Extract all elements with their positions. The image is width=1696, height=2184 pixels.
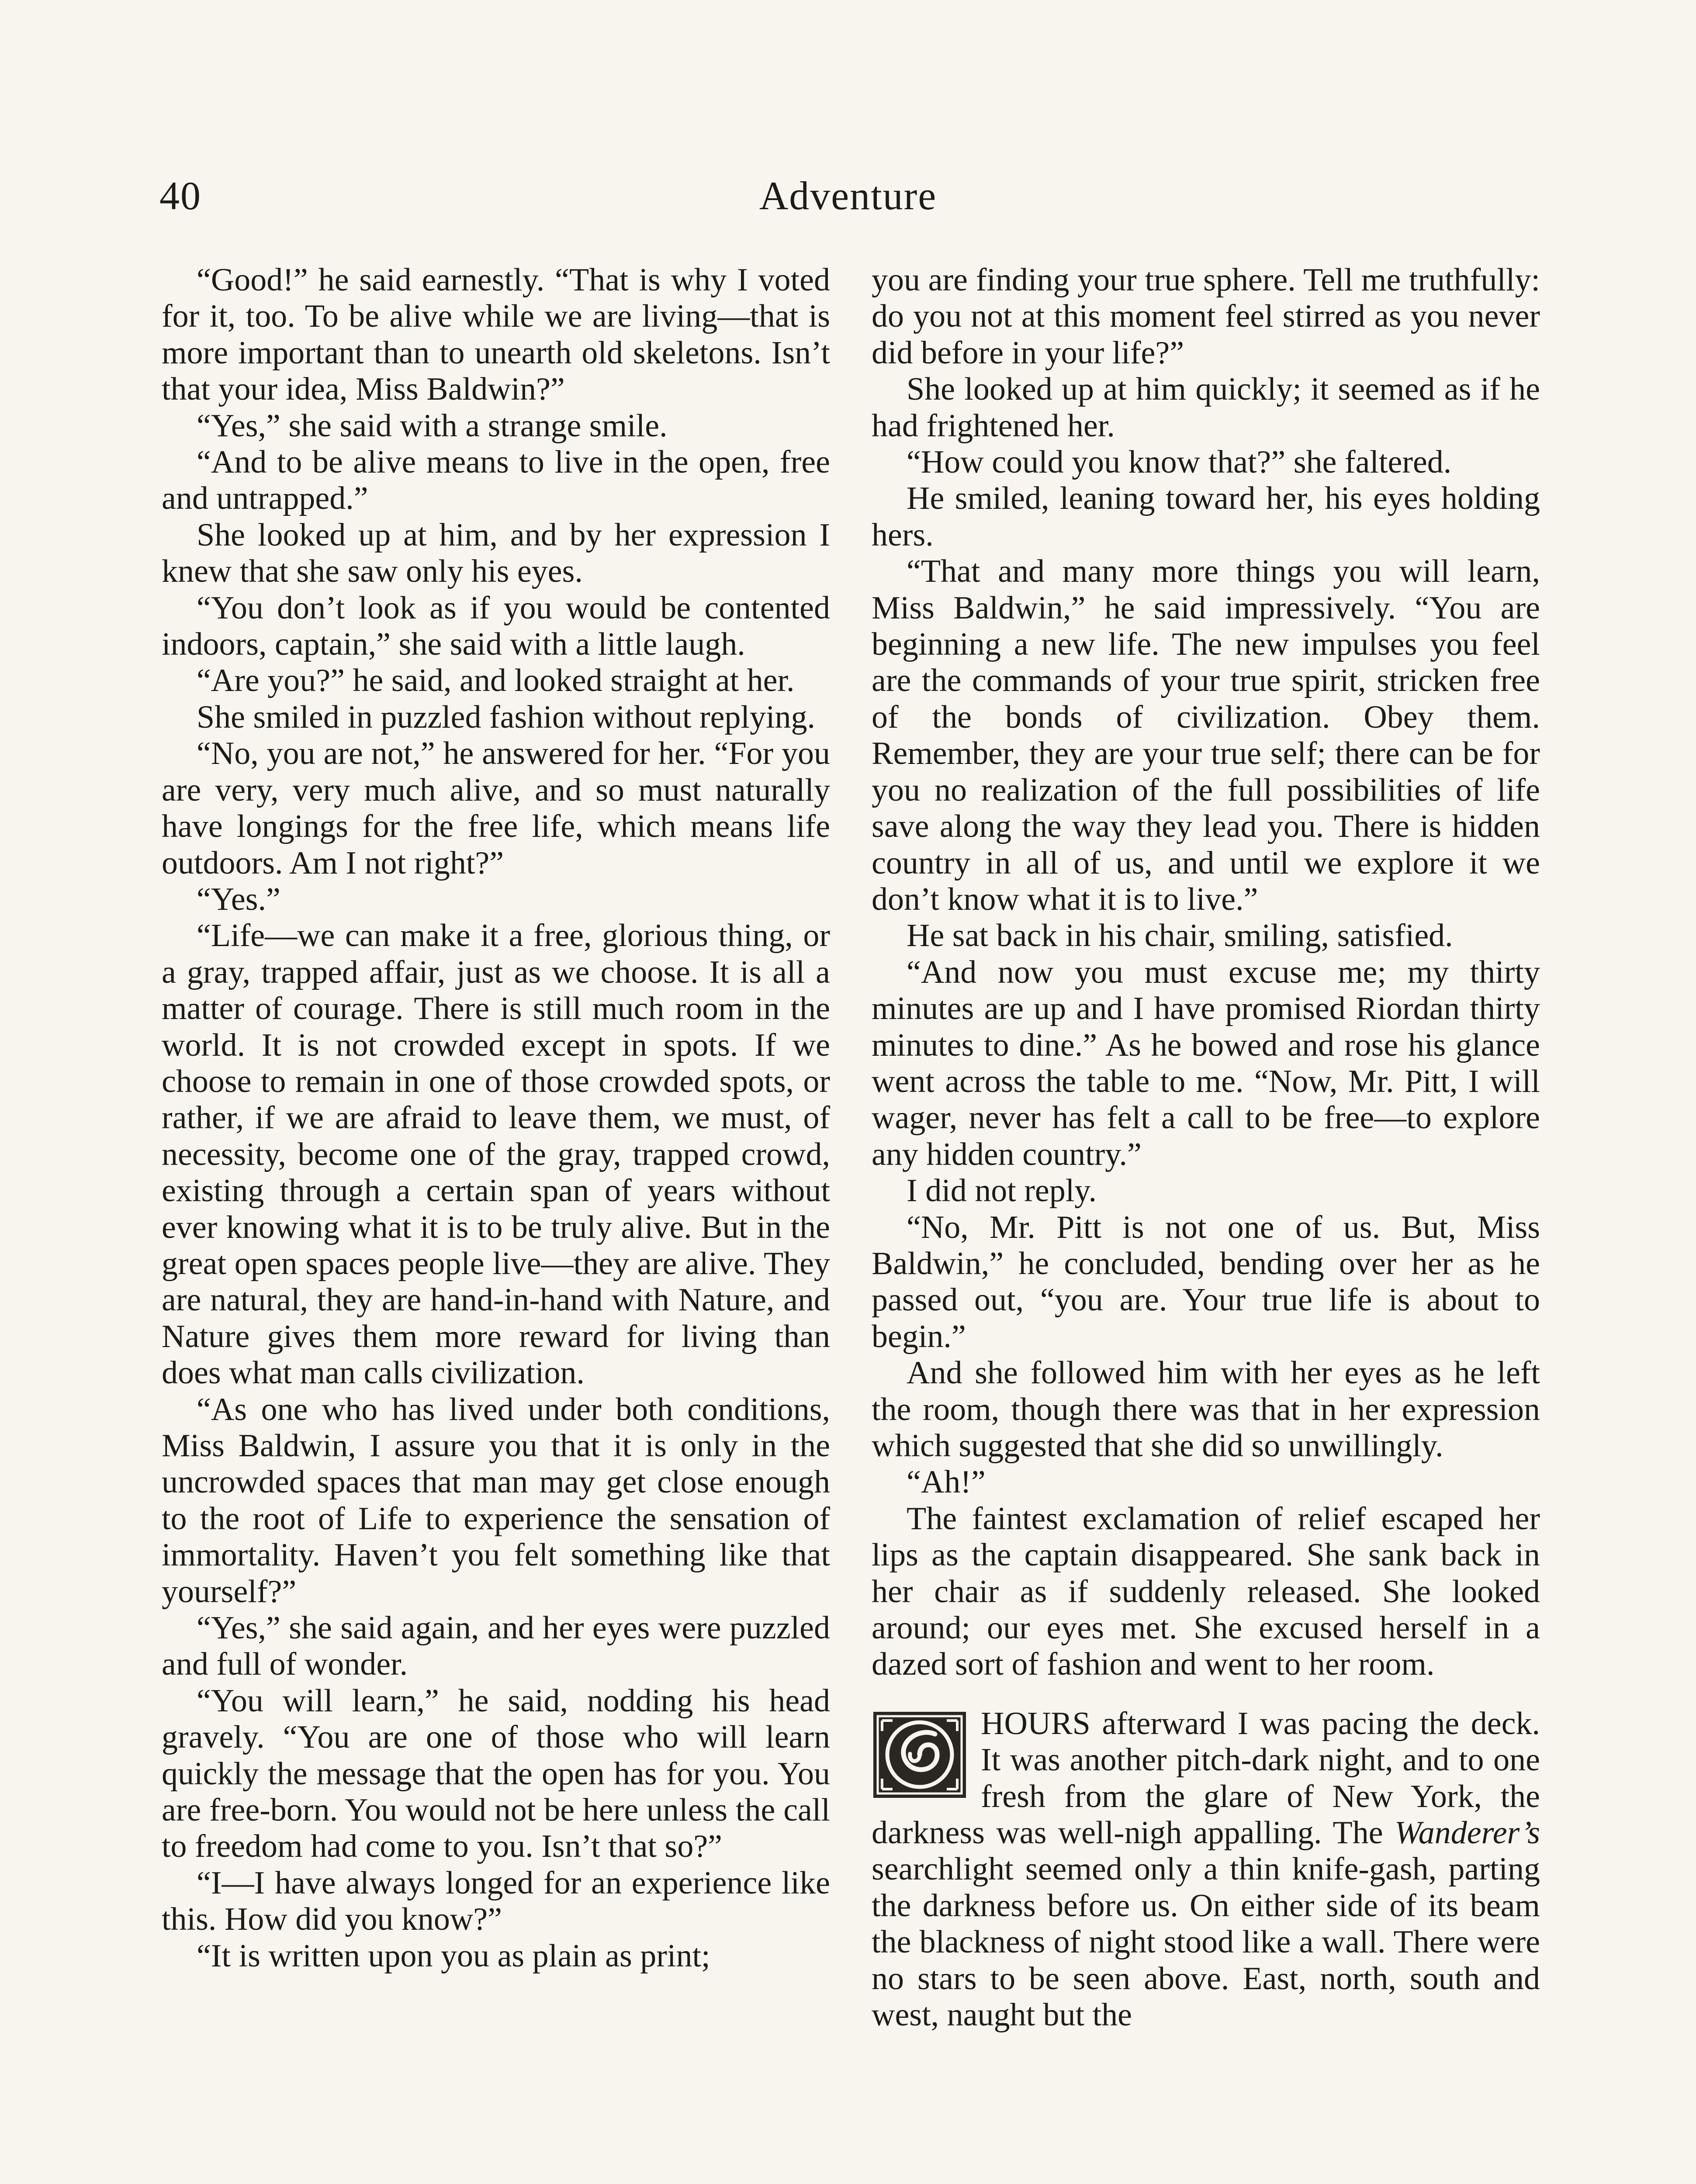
paragraph: “No, Mr. Pitt is not one of us. But, Miss Baldwin,” he concluded, bending over her as he passed out, “you are. Your true life is about to begin.” [872,1209,1540,1355]
page-number: 40 [159,173,201,218]
paragraph: “It is written upon you as plain as print; [197,1938,710,1974]
paragraph: The faintest exclamation of relief escaped her lips as the captain disappeared. She sank back in her chair as if suddenly released. She looked around; our eyes met. She excused herself in a dazed sort of fashion and went to her room. [872,1500,1540,1683]
section-text: afterward I was pacing the deck. It was another pitch-dark night, and to one fresh from the glare of New York, the darkness was well-nigh appalling. The [872,1705,1540,1851]
paragraph: “That and many more things you will learn, Miss Baldwin,” he said impressively. “You are beginning a new life. The new impulses you feel are the commands of your true spirit, stricken free of the bonds of civilization. Obey them. Remember, they are your true self; there can be for you no realization of the full possibilities of life save along the way they lead you. There is hidden country in all of us, and until we explore it we don’t know what it is to live.” [872,553,1540,917]
paragraph: She looked up at him quickly; it seemed as if he had frightened her. [872,371,1540,444]
paragraph: “I—I have always longed for an experience like this. How did you know?” [162,1865,830,1938]
paragraph: “You don’t look as if you would be contented indoors, captain,” she said with a little laugh. [162,590,830,663]
paragraph: “Good!” he said earnestly. “That is why I voted for it, too. To be alive while we are living—that is more important than to unearth old skeletons. Isn’t that your idea, Miss Baldwin?” [162,262,830,408]
section-text: searchlight seemed only a thin knife-gash, parting the darkness before us. On either side of its beam the blackness of night stood like a wall. There were no stars to be seen above. East, north, south and west, naught but the [872,1851,1540,2033]
right-column [872,262,1540,2034]
paragraph: She looked up at him, and by her expression I knew that she saw only his eyes. [162,517,830,590]
paragraph: “How could you know that?” she faltered. [907,444,1452,480]
left-column [162,262,830,1974]
paragraph: She smiled in puzzled fashion without replying. [197,699,816,735]
paragraph: “And now you must excuse me; my thirty minutes are up and I have promised Riordan thirty minutes to dine.” As he bowed and rose his glance went across the table to me. “Now, Mr. Pitt, I will wager, never has felt a call to be free—to explore any hidden country.” [872,954,1540,1172]
paragraph: “As one who has lived under both conditions, Miss Baldwin, I assure you that it is only in the uncrowded spaces that man may get close enough to the root of Life to experience the sensation of immortality. Haven’t you felt something like that yourself?” [162,1391,830,1610]
paragraph: you are finding your true sphere. Tell me truthfully: do you not at this moment feel stirred as you never did before in your life?” [872,262,1540,371]
section-break-paragraph [872,1706,1540,2034]
section-lead-word: HOURS [981,1705,1090,1742]
paragraph: “Yes,” she said with a strange smile. [197,408,668,444]
paragraph: “Life—we can make it a free, glorious thing, or a gray, trapped affair, just as we choose. It is all a matter of courage. There is still much room in the world. It is not crowded except in spots. If we choose to remain in one of those crowded spots, or rather, if we are afraid to leave them, we must, of necessity, become one of the gray, trapped crowd, existing through a certain span of years without ever knowing what it is to be truly alive. But in the great open spaces people live—they are alive. They are natural, they are hand-in-hand with Nature, and Nature gives them more reward for living than does what man calls civilization. [162,918,830,1391]
paragraph: “And to be alive means to live in the open, free and untrapped.” [162,444,830,517]
paragraph: “No, you are not,” he answered for her. “For you are very, very much alive, and so must naturally have longings for the free life, which means life outdoors. Am I not right?” [162,736,830,881]
paragraph: “Ah!” [907,1464,986,1500]
swirl-ornament-icon [872,1710,968,1800]
ship-name: Wanderer’s [1394,1815,1540,1851]
paragraph: He smiled, leaning toward her, his eyes holding hers. [872,480,1540,553]
paragraph: “Yes.” [197,881,280,917]
paragraph: I did not reply. [907,1173,1097,1209]
paragraph: And she followed him with her eyes as he left the room, though there was that in her expression which suggested that she did so unwillingly. [872,1355,1540,1464]
running-title: Adventure [759,173,937,218]
paragraph: He sat back in his chair, smiling, satisfied. [907,918,1453,954]
paragraph: “You will learn,” he said, nodding his head gravely. “You are one of those who will learn quickly the message that the open has for you. You are free-born. You would not be here unless the call to freedom had come to you. Isn’t that so?” [162,1683,830,1865]
paragraph: “Yes,” she said again, and her eyes were puzzled and full of wonder. [162,1610,830,1683]
paragraph: “Are you?” he said, and looked straight at her. [197,663,795,699]
